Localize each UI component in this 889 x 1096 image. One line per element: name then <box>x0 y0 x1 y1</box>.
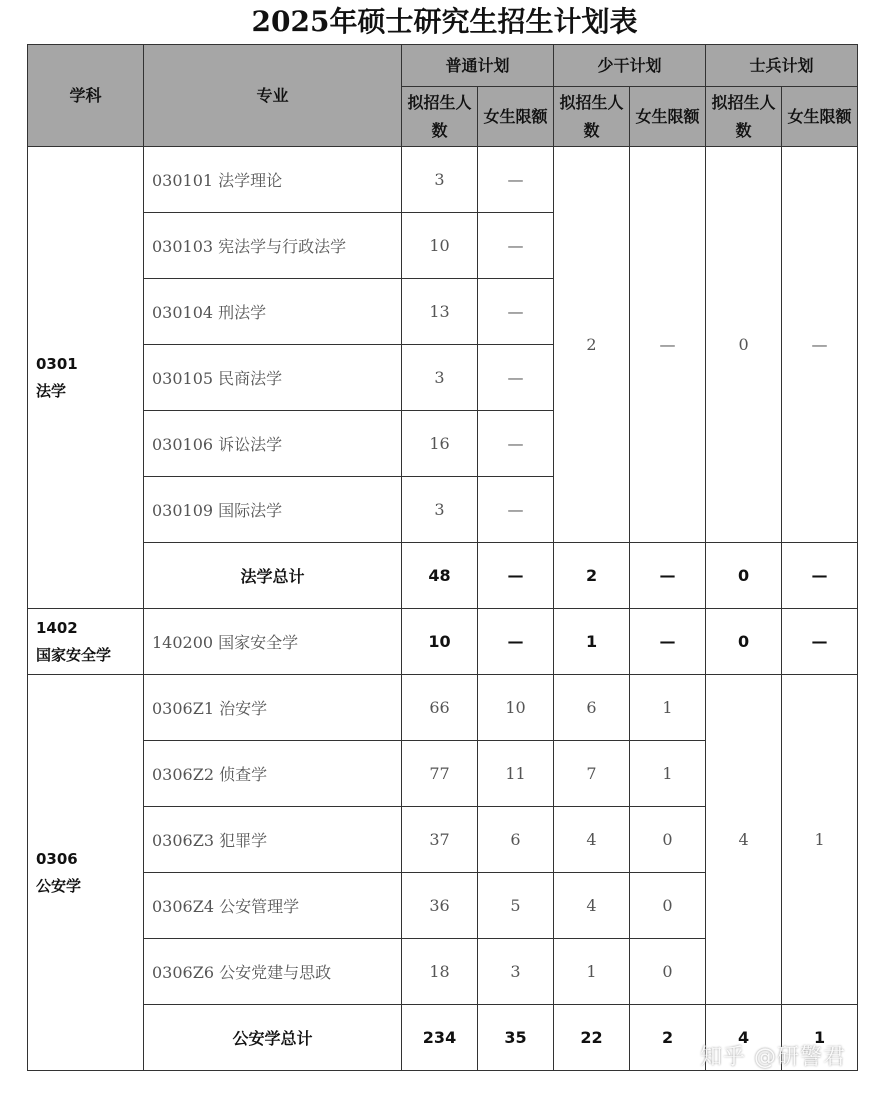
header-soldier-quota: 拟招生人数 <box>706 87 782 147</box>
major-name: 0306Z3 犯罪学 <box>144 807 402 873</box>
cadre-quota: 6 <box>554 675 630 741</box>
general-quota: 10 <box>402 213 478 279</box>
soldier-female: — <box>782 609 858 675</box>
general-female: 10 <box>478 675 554 741</box>
major-name: 030104 刑法学 <box>144 279 402 345</box>
subject-cell-security <box>28 609 144 675</box>
enrollment-plan-table <box>27 44 858 1071</box>
general-quota: 37 <box>402 807 478 873</box>
police-soldier-female: 1 <box>782 675 858 1005</box>
major-name: 0306Z6 公安党建与思政 <box>144 939 402 1005</box>
header-general-quota: 拟招生人数 <box>402 87 478 147</box>
cadre-quota: 4 <box>554 873 630 939</box>
cadre-female: — <box>630 609 706 675</box>
table-row <box>28 147 858 213</box>
major-name: 030105 民商法学 <box>144 345 402 411</box>
watermark: 知乎 @研警君 <box>700 1045 846 1070</box>
total-general-female: — <box>478 543 554 609</box>
header-subject: 学科 <box>28 45 144 147</box>
table-row <box>28 675 858 741</box>
header-cadre-quota: 拟招生人数 <box>554 87 630 147</box>
general-quota: 18 <box>402 939 478 1005</box>
general-female: 6 <box>478 807 554 873</box>
general-female: — <box>478 609 554 675</box>
total-general-female: 35 <box>478 1005 554 1071</box>
subject-cell-police <box>28 675 144 1071</box>
major-name: 030106 诉讼法学 <box>144 411 402 477</box>
major-name: 030109 国际法学 <box>144 477 402 543</box>
subject-code: 1402 <box>36 618 78 637</box>
general-female: — <box>478 147 554 213</box>
cadre-female: 1 <box>630 741 706 807</box>
general-quota: 3 <box>402 477 478 543</box>
header-cadre-female: 女生限额 <box>630 87 706 147</box>
cadre-quota: 1 <box>554 939 630 1005</box>
law-cadre-female: — <box>630 147 706 543</box>
general-female: — <box>478 213 554 279</box>
header-soldier-female: 女生限额 <box>782 87 858 147</box>
general-female: — <box>478 345 554 411</box>
general-quota: 3 <box>402 147 478 213</box>
cadre-female: 0 <box>630 873 706 939</box>
general-quota: 77 <box>402 741 478 807</box>
general-female: 5 <box>478 873 554 939</box>
general-female: 3 <box>478 939 554 1005</box>
general-female: — <box>478 411 554 477</box>
major-name: 0306Z2 侦查学 <box>144 741 402 807</box>
security-row <box>28 609 858 675</box>
total-soldier: 4 <box>706 1005 782 1071</box>
general-female: 11 <box>478 741 554 807</box>
soldier-quota: 0 <box>706 609 782 675</box>
subject-name: 国家安全学 <box>36 645 112 664</box>
cadre-female: 0 <box>630 807 706 873</box>
law-cadre-quota: 2 <box>554 147 630 543</box>
major-name: 030103 宪法学与行政法学 <box>144 213 402 279</box>
general-quota: 10 <box>402 609 478 675</box>
total-cadre: 2 <box>554 543 630 609</box>
total-label: 公安学总计 <box>144 1005 402 1071</box>
subject-code: 0306 <box>36 849 78 868</box>
major-name: 030101 法学理论 <box>144 147 402 213</box>
general-quota: 66 <box>402 675 478 741</box>
total-soldier: 0 <box>706 543 782 609</box>
major-name: 140200 国家安全学 <box>144 609 402 675</box>
total-cadre: 22 <box>554 1005 630 1071</box>
law-soldier-female: — <box>782 147 858 543</box>
subject-name: 公安学 <box>36 876 82 895</box>
total-cadre-female: 2 <box>630 1005 706 1071</box>
total-soldier-female: 1 <box>782 1005 858 1071</box>
total-general: 48 <box>402 543 478 609</box>
general-female: — <box>478 279 554 345</box>
total-general: 234 <box>402 1005 478 1071</box>
general-quota: 16 <box>402 411 478 477</box>
header-major: 专业 <box>144 45 402 147</box>
subject-code: 0301 <box>36 354 78 373</box>
page-title: 2025年硕士研究生招生计划表 <box>251 5 638 38</box>
general-quota: 36 <box>402 873 478 939</box>
law-soldier-quota: 0 <box>706 147 782 543</box>
cadre-quota: 4 <box>554 807 630 873</box>
cadre-female: 1 <box>630 675 706 741</box>
cadre-quota: 7 <box>554 741 630 807</box>
major-name: 0306Z4 公安管理学 <box>144 873 402 939</box>
major-name: 0306Z1 治安学 <box>144 675 402 741</box>
total-soldier-female: — <box>782 543 858 609</box>
general-quota: 13 <box>402 279 478 345</box>
header-general-plan: 普通计划 <box>402 45 554 87</box>
general-quota: 3 <box>402 345 478 411</box>
total-cadre-female: — <box>630 543 706 609</box>
law-total-row <box>28 543 858 609</box>
subject-name: 法学 <box>36 381 67 400</box>
subject-cell-law <box>28 147 144 609</box>
cadre-quota: 1 <box>554 609 630 675</box>
header-soldier-plan: 士兵计划 <box>706 45 858 87</box>
general-female: — <box>478 477 554 543</box>
cadre-female: 0 <box>630 939 706 1005</box>
total-label: 法学总计 <box>144 543 402 609</box>
police-soldier-quota: 4 <box>706 675 782 1005</box>
header-cadre-plan: 少干计划 <box>554 45 706 87</box>
header-general-female: 女生限额 <box>478 87 554 147</box>
